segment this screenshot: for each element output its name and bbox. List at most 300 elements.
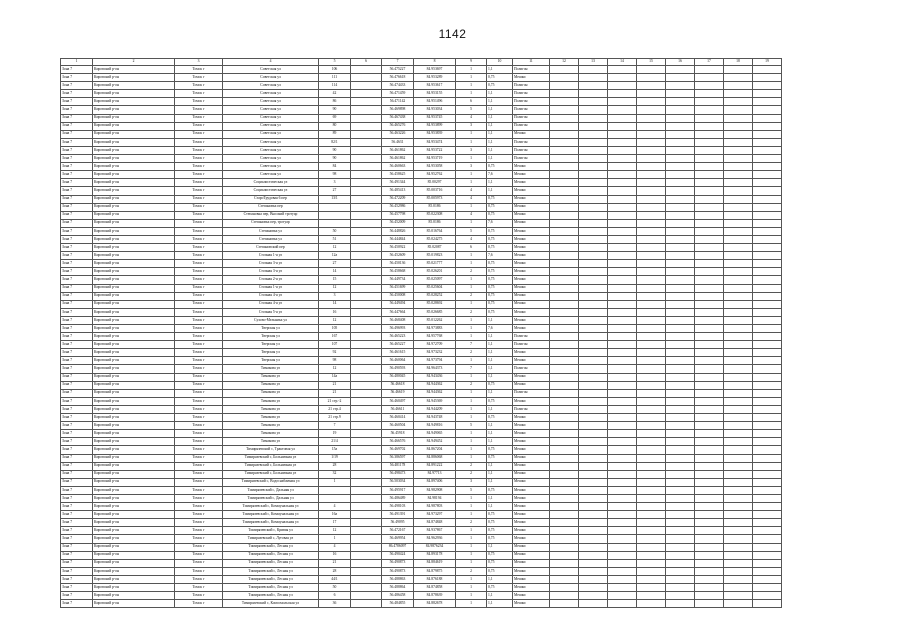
table-row — [61, 90, 782, 98]
table-cell — [753, 551, 782, 559]
table-cell — [608, 527, 637, 535]
table-cell: Полигон — [513, 146, 550, 154]
table-cell: Зона 7 — [61, 219, 93, 227]
table-cell — [695, 365, 724, 373]
table-cell: Кировский р-он — [93, 438, 175, 446]
table-cell: 21 — [319, 389, 351, 397]
table-cell — [608, 146, 637, 154]
table-cell — [724, 592, 753, 600]
table-cell — [753, 276, 782, 284]
table-row — [61, 584, 782, 592]
table-cell — [550, 575, 579, 583]
table-cell: Зона 7 — [61, 203, 93, 211]
table-cell: 56.49095 — [382, 519, 414, 527]
table-cell — [724, 584, 753, 592]
table-cell: Томск г — [175, 300, 223, 308]
table-cell: Мешки — [513, 397, 550, 405]
table-cell: 0,75 — [487, 244, 513, 252]
table-cell: 7 — [319, 422, 351, 430]
table-cell — [724, 438, 753, 446]
table-cell: Стопная 4-я ул — [223, 292, 319, 300]
table-cell: 0,75 — [487, 284, 513, 292]
table-row — [61, 535, 782, 543]
table-cell: 1 — [456, 138, 487, 146]
table-cell — [579, 438, 608, 446]
table-cell — [608, 138, 637, 146]
table-cell — [724, 179, 753, 187]
table-cell: 21 стр.-2 — [319, 397, 351, 405]
table-cell — [579, 187, 608, 195]
table-cell — [351, 381, 382, 389]
table-cell: Тимакова ул — [223, 405, 319, 413]
table-cell: 0,75 — [487, 276, 513, 284]
table-cell: 14а — [319, 373, 351, 381]
table-cell — [753, 195, 782, 203]
table-cell: Мешки — [513, 414, 550, 422]
table-cell — [666, 389, 695, 397]
table-cell: 56.472209 — [382, 195, 414, 203]
table-cell — [579, 454, 608, 462]
table-cell: Тимирязевский с, Больничная ул — [223, 470, 319, 478]
table-cell: 80 — [319, 122, 351, 130]
table-cell — [351, 316, 382, 324]
table-cell: 56.457798 — [382, 211, 414, 219]
table-cell: 1,1 — [487, 438, 513, 446]
table-cell: Томск г — [175, 600, 223, 608]
table-cell: Кировский р-он — [93, 454, 175, 462]
table-cell: Социалистическая ул — [223, 179, 319, 187]
table-cell — [666, 584, 695, 592]
table-cell — [637, 276, 666, 284]
table-cell — [550, 446, 579, 454]
table-cell: Кировский р-он — [93, 462, 175, 470]
table-cell — [666, 543, 695, 551]
table-row — [61, 454, 782, 462]
table-row — [61, 446, 782, 454]
table-row — [61, 284, 782, 292]
table-cell — [579, 82, 608, 90]
table-cell — [351, 244, 382, 252]
table-cell — [351, 260, 382, 268]
table-cell — [637, 414, 666, 422]
table-cell: 0,75 — [487, 195, 513, 203]
table-cell: 56.465227 — [382, 341, 414, 349]
table-cell: Зона 7 — [61, 430, 93, 438]
table-cell: 84.97713 — [414, 470, 456, 478]
table-cell — [753, 478, 782, 486]
table-cell — [724, 600, 753, 608]
table-cell: Тимирязевский с, Лесная ул — [223, 551, 319, 559]
table-cell: Зона 7 — [61, 511, 93, 519]
table-cell — [550, 349, 579, 357]
table-cell: Томск г — [175, 438, 223, 446]
table-cell: 56.452009 — [382, 219, 414, 227]
table-cell: Зона 7 — [61, 567, 93, 575]
table-cell — [579, 333, 608, 341]
table-cell — [666, 219, 695, 227]
table-row — [61, 300, 782, 308]
table-cell — [666, 357, 695, 365]
table-cell: 1,1 — [487, 341, 513, 349]
table-cell — [695, 252, 724, 260]
table-cell — [579, 74, 608, 82]
table-cell: Полигон — [513, 66, 550, 74]
table-cell: 1,1 — [487, 333, 513, 341]
table-cell: 56.486458 — [382, 592, 414, 600]
table-cell: Тимакова ул — [223, 397, 319, 405]
table-cell: Зона 7 — [61, 397, 93, 405]
table-cell — [695, 122, 724, 130]
table-cell: 12 — [319, 244, 351, 252]
table-cell: 14 — [319, 268, 351, 276]
table-cell — [608, 519, 637, 527]
table-cell — [608, 187, 637, 195]
table-cell: 84.879875 — [414, 567, 456, 575]
table-cell: 56.490424 — [382, 551, 414, 559]
table-cell — [351, 333, 382, 341]
table-cell: Зона 7 — [61, 559, 93, 567]
table-cell: 1 — [456, 357, 487, 365]
table-cell: 1 — [456, 494, 487, 502]
table-cell — [695, 414, 724, 422]
table-cell — [695, 600, 724, 608]
table-cell: Стопная 5-я ул — [223, 308, 319, 316]
table-cell — [724, 292, 753, 300]
table-row — [61, 527, 782, 535]
table-cell: Томск г — [175, 333, 223, 341]
table-cell: 0,75 — [487, 308, 513, 316]
table-cell — [695, 235, 724, 243]
table-cell: 0,75 — [487, 381, 513, 389]
table-body — [61, 66, 782, 608]
table-cell — [724, 74, 753, 82]
table-cell: Советская ул — [223, 106, 319, 114]
table-cell — [695, 373, 724, 381]
table-cell: Кировский р-он — [93, 381, 175, 389]
table-cell: 1 — [456, 179, 487, 187]
table-cell: Зона 7 — [61, 82, 93, 90]
table-cell — [724, 82, 753, 90]
table-cell — [579, 155, 608, 163]
table-row — [61, 325, 782, 333]
table-cell: 84.957768 — [414, 333, 456, 341]
table-cell: 1 — [456, 325, 487, 333]
table-cell — [753, 535, 782, 543]
table-cell: Кировский р-он — [93, 130, 175, 138]
table-cell — [550, 300, 579, 308]
table-cell: 3 — [319, 292, 351, 300]
table-cell: 5 — [456, 106, 487, 114]
table-cell — [695, 195, 724, 203]
table-cell — [550, 235, 579, 243]
table-cell: 0,75 — [487, 74, 513, 82]
table-cell: Зона 7 — [61, 349, 93, 357]
table-cell: 56.461615 — [382, 349, 414, 357]
table-cell — [724, 122, 753, 130]
table-cell: 85.016764 — [414, 227, 456, 235]
table-cell — [724, 430, 753, 438]
table-cell: Мешки — [513, 276, 550, 284]
table-cell: Томск г — [175, 357, 223, 365]
table-cell: 1,1 — [487, 470, 513, 478]
table-cell: 5 — [456, 227, 487, 235]
table-row — [61, 203, 782, 211]
table-cell: 3 — [456, 478, 487, 486]
table-cell — [666, 567, 695, 575]
table-cell: 56.386597 — [382, 454, 414, 462]
table-cell — [550, 519, 579, 527]
table-cell: 1 — [456, 397, 487, 405]
table-cell: 56.466576 — [382, 438, 414, 446]
table-cell — [695, 130, 724, 138]
table-cell: Томск г — [175, 292, 223, 300]
table-cell — [637, 106, 666, 114]
table-cell: Томск г — [175, 405, 223, 413]
table-cell — [666, 276, 695, 284]
table-cell: Кировский р-он — [93, 592, 175, 600]
table-cell: Томск г — [175, 106, 223, 114]
table-cell: 107 — [319, 341, 351, 349]
table-cell — [666, 98, 695, 106]
table-cell — [637, 349, 666, 357]
table-cell: 0,75 — [487, 163, 513, 171]
table-cell: Кировский р-он — [93, 349, 175, 357]
table-cell: Тимирязевский с, Коммунальная ул — [223, 511, 319, 519]
table-cell — [637, 494, 666, 502]
table-cell: 0,75 — [487, 260, 513, 268]
table-row — [61, 82, 782, 90]
table-cell — [695, 486, 724, 494]
table-cell — [637, 74, 666, 82]
table-cell — [666, 575, 695, 583]
table-cell: Зона 7 — [61, 357, 93, 365]
table-cell: Тимирязевский с, Дальняя ул — [223, 486, 319, 494]
table-cell — [637, 405, 666, 413]
table-cell: Тимирязевский с, Лесная ул — [223, 567, 319, 575]
table-cell — [579, 559, 608, 567]
table-cell — [637, 292, 666, 300]
column-header: 18 — [724, 59, 753, 66]
table-cell — [637, 316, 666, 324]
table-cell — [319, 494, 351, 502]
table-cell — [724, 195, 753, 203]
table-cell: 1 — [456, 316, 487, 324]
table-cell: Полигон — [513, 82, 550, 90]
table-cell — [695, 519, 724, 527]
table-cell — [666, 155, 695, 163]
table-cell — [550, 527, 579, 535]
table-cell: 85.026685 — [414, 308, 456, 316]
table-cell: Кировский р-он — [93, 389, 175, 397]
table-cell: 1,1 — [487, 494, 513, 502]
table-cell: 56.498103 — [382, 503, 414, 511]
table-cell — [666, 503, 695, 511]
table-cell — [351, 163, 382, 171]
table-cell — [608, 195, 637, 203]
table-cell — [637, 66, 666, 74]
table-cell: 3 — [319, 179, 351, 187]
table-cell — [753, 284, 782, 292]
table-cell: Зона 7 — [61, 244, 93, 252]
table-cell: 0,75 — [487, 300, 513, 308]
table-cell: 56.490873 — [382, 559, 414, 567]
table-cell: 85.022308 — [414, 211, 456, 219]
table-cell — [637, 381, 666, 389]
table-cell — [579, 389, 608, 397]
table-cell — [351, 535, 382, 543]
table-cell — [637, 592, 666, 600]
table-cell: 84.874858 — [414, 584, 456, 592]
table-cell: 56.450008 — [382, 292, 414, 300]
table-cell — [579, 478, 608, 486]
table-cell: Томск г — [175, 203, 223, 211]
table-cell — [637, 341, 666, 349]
table-cell: Кировский р-он — [93, 122, 175, 130]
table-row — [61, 430, 782, 438]
table-row — [61, 114, 782, 122]
table-cell — [550, 559, 579, 567]
table-cell — [695, 503, 724, 511]
table-cell: 98 — [319, 357, 351, 365]
table-cell: Мешки — [513, 187, 550, 195]
table-cell — [351, 430, 382, 438]
table-cell: 51 — [319, 235, 351, 243]
table-cell: Зона 7 — [61, 138, 93, 146]
table-cell — [550, 252, 579, 260]
table-cell: 7,6 — [487, 325, 513, 333]
table-cell — [724, 519, 753, 527]
table-row — [61, 130, 782, 138]
table-cell — [753, 114, 782, 122]
table-cell — [550, 422, 579, 430]
table-cell — [579, 365, 608, 373]
table-row — [61, 349, 782, 357]
table-cell: 0,75 — [487, 559, 513, 567]
table-cell: 1 — [456, 446, 487, 454]
table-cell — [753, 511, 782, 519]
table-cell: Кировский р-он — [93, 106, 175, 114]
table-cell: 1 — [456, 260, 487, 268]
table-cell — [608, 567, 637, 575]
table-row — [61, 543, 782, 551]
table-cell — [637, 511, 666, 519]
table-cell: Кировский р-он — [93, 163, 175, 171]
table-cell: 1,1 — [487, 422, 513, 430]
table-cell — [666, 527, 695, 535]
table-cell — [753, 90, 782, 98]
table-cell: Зона 7 — [61, 446, 93, 454]
table-cell — [351, 600, 382, 608]
table-cell: Кировский р-он — [93, 405, 175, 413]
table-cell: Стопная 3-я ул — [223, 260, 319, 268]
column-header: 8 — [414, 59, 456, 66]
table-cell: Томск г — [175, 397, 223, 405]
table-cell: Тимирязевский с, Лесная ул — [223, 543, 319, 551]
table-cell — [579, 130, 608, 138]
table-cell — [637, 211, 666, 219]
table-cell — [550, 430, 579, 438]
table-cell: Мешки — [513, 203, 550, 211]
table-cell: Томск г — [175, 584, 223, 592]
table-cell — [724, 494, 753, 502]
table-cell: Советская ул — [223, 114, 319, 122]
table-cell — [579, 227, 608, 235]
table-cell — [550, 106, 579, 114]
table-cell — [695, 300, 724, 308]
table-cell — [753, 414, 782, 422]
table-cell: Полигон — [513, 405, 550, 413]
table-cell: 1 — [456, 551, 487, 559]
table-cell: Томск г — [175, 90, 223, 98]
table-cell: Зона 7 — [61, 90, 93, 98]
table-cell: 42 — [319, 90, 351, 98]
table-cell — [666, 252, 695, 260]
table-cell: Томск г — [175, 511, 223, 519]
table-cell: 0,75 — [487, 82, 513, 90]
table-cell: Томск г — [175, 478, 223, 486]
table-cell — [666, 300, 695, 308]
table-cell — [608, 373, 637, 381]
table-cell: 56.488863 — [382, 575, 414, 583]
table-cell: 1 — [456, 389, 487, 397]
table-cell: 1,1 — [487, 146, 513, 154]
table-cell — [637, 325, 666, 333]
table-row — [61, 171, 782, 179]
page-number: 1142 — [438, 27, 467, 41]
table-cell — [579, 551, 608, 559]
table-cell: Полигон — [513, 333, 550, 341]
table-cell: Тимирязевский с, Луговая ул — [223, 535, 319, 543]
table-cell: 56.468408 — [382, 316, 414, 324]
table-row — [61, 333, 782, 341]
table-cell — [351, 341, 382, 349]
table-cell: 1 — [456, 535, 487, 543]
table-cell: Зона 7 — [61, 155, 93, 163]
table-cell: Томск г — [175, 567, 223, 575]
table-row — [61, 365, 782, 373]
table-row — [61, 503, 782, 511]
table-cell: Полигон — [513, 155, 550, 163]
table-cell: Зона 7 — [61, 600, 93, 608]
table-cell: 7,6 — [487, 171, 513, 179]
table-cell — [637, 114, 666, 122]
table-cell — [579, 462, 608, 470]
table-cell: Зона 7 — [61, 389, 93, 397]
table-cell: Томск г — [175, 551, 223, 559]
table-row — [61, 146, 782, 154]
table-cell: Томск г — [175, 446, 223, 454]
table-cell — [550, 381, 579, 389]
table-cell: Тверская ул — [223, 341, 319, 349]
table-cell — [666, 325, 695, 333]
table-cell — [666, 373, 695, 381]
table-cell: 1,1 — [487, 90, 513, 98]
table-cell: Кировский р-он — [93, 179, 175, 187]
table-cell — [550, 244, 579, 252]
table-cell: Кировский р-он — [93, 486, 175, 494]
table-cell: Тимакова ул — [223, 365, 319, 373]
table-cell: 4 — [319, 543, 351, 551]
table-cell — [753, 462, 782, 470]
table-cell — [608, 446, 637, 454]
table-cell — [550, 90, 579, 98]
table-row — [61, 551, 782, 559]
table-cell — [579, 357, 608, 365]
table-cell — [608, 486, 637, 494]
column-header: 10 — [487, 59, 513, 66]
table-cell: Зона 7 — [61, 365, 93, 373]
table-cell: 0,75 — [487, 519, 513, 527]
